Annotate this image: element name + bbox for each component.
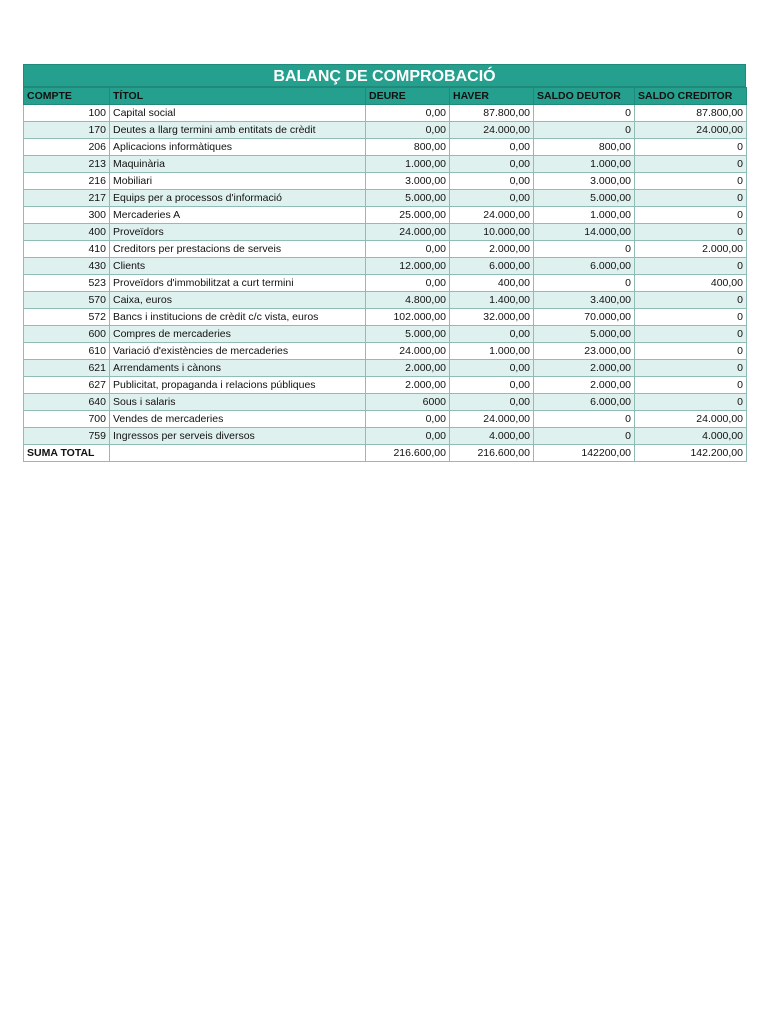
cell-titol: Mercaderies A	[110, 207, 366, 224]
cell-deure: 0,00	[366, 411, 450, 428]
cell-saldo-creditor: 400,00	[635, 275, 747, 292]
table-row	[24, 411, 747, 428]
cell-saldo-deutor: 3.000,00	[534, 173, 635, 190]
total-deure: 216.600,00	[366, 445, 450, 462]
table-row	[24, 394, 747, 411]
cell-compte: 100	[24, 105, 110, 122]
cell-titol: Arrendaments i cànons	[110, 360, 366, 377]
cell-deure: 24.000,00	[366, 343, 450, 360]
cell-haver: 10.000,00	[450, 224, 534, 241]
cell-saldo-creditor: 0	[635, 190, 747, 207]
cell-deure: 0,00	[366, 241, 450, 258]
table-row	[24, 241, 747, 258]
cell-compte: 640	[24, 394, 110, 411]
cell-compte: 621	[24, 360, 110, 377]
cell-deure: 0,00	[366, 428, 450, 445]
cell-saldo-creditor: 0	[635, 309, 747, 326]
cell-deure: 3.000,00	[366, 173, 450, 190]
cell-deure: 1.000,00	[366, 156, 450, 173]
table-row	[24, 343, 747, 360]
cell-compte: 300	[24, 207, 110, 224]
cell-titol: Capital social	[110, 105, 366, 122]
cell-saldo-creditor: 0	[635, 139, 747, 156]
cell-saldo-creditor: 0	[635, 207, 747, 224]
cell-saldo-deutor: 800,00	[534, 139, 635, 156]
cell-deure: 24.000,00	[366, 224, 450, 241]
cell-titol: Caixa, euros	[110, 292, 366, 309]
cell-saldo-deutor: 0	[534, 428, 635, 445]
table-row	[24, 173, 747, 190]
cell-titol: Clients	[110, 258, 366, 275]
cell-titol: Mobiliari	[110, 173, 366, 190]
cell-titol: Compres de mercaderies	[110, 326, 366, 343]
cell-compte: 410	[24, 241, 110, 258]
cell-compte: 217	[24, 190, 110, 207]
header-compte: COMPTE	[24, 88, 110, 105]
trial-balance-table	[23, 87, 747, 462]
cell-deure: 0,00	[366, 105, 450, 122]
cell-compte: 213	[24, 156, 110, 173]
cell-deure: 6000	[366, 394, 450, 411]
cell-haver: 24.000,00	[450, 411, 534, 428]
cell-saldo-creditor: 0	[635, 173, 747, 190]
table-row	[24, 224, 747, 241]
cell-saldo-creditor: 0	[635, 343, 747, 360]
cell-titol: Proveïdors d'immobilitzat a curt termini	[110, 275, 366, 292]
cell-titol: Creditors per prestacions de serveis	[110, 241, 366, 258]
sheet-title: BALANÇ DE COMPROBACIÓ	[23, 64, 746, 87]
cell-saldo-deutor: 1.000,00	[534, 156, 635, 173]
cell-haver: 0,00	[450, 190, 534, 207]
table-row	[24, 190, 747, 207]
cell-saldo-creditor: 24.000,00	[635, 122, 747, 139]
cell-compte: 570	[24, 292, 110, 309]
cell-saldo-creditor: 0	[635, 360, 747, 377]
header-deure: DEURE	[366, 88, 450, 105]
cell-compte: 170	[24, 122, 110, 139]
header-saldo-deutor: SALDO DEUTOR	[534, 88, 635, 105]
cell-titol: Bancs i institucions de crèdit c/c vista, euros	[110, 309, 366, 326]
table-row	[24, 428, 747, 445]
table-body	[24, 105, 747, 445]
total-saldo-creditor: 142.200,00	[635, 445, 747, 462]
cell-titol: Deutes a llarg termini amb entitats de crèdit	[110, 122, 366, 139]
header-saldo-creditor: SALDO CREDITOR	[635, 88, 747, 105]
cell-haver: 0,00	[450, 139, 534, 156]
cell-haver: 0,00	[450, 326, 534, 343]
cell-saldo-creditor: 4.000,00	[635, 428, 747, 445]
cell-compte: 430	[24, 258, 110, 275]
cell-titol: Variació d'existències de mercaderies	[110, 343, 366, 360]
cell-saldo-deutor: 23.000,00	[534, 343, 635, 360]
cell-deure: 2.000,00	[366, 377, 450, 394]
cell-saldo-creditor: 2.000,00	[635, 241, 747, 258]
cell-saldo-deutor: 70.000,00	[534, 309, 635, 326]
total-row	[24, 445, 747, 462]
cell-haver: 6.000,00	[450, 258, 534, 275]
table-row	[24, 258, 747, 275]
cell-titol: Ingressos per serveis diversos	[110, 428, 366, 445]
cell-deure: 2.000,00	[366, 360, 450, 377]
cell-compte: 206	[24, 139, 110, 156]
cell-haver: 0,00	[450, 377, 534, 394]
table-row	[24, 360, 747, 377]
cell-titol: Publicitat, propaganda i relacions públiques	[110, 377, 366, 394]
table-row	[24, 105, 747, 122]
table-row	[24, 377, 747, 394]
cell-titol: Aplicacions informàtiques	[110, 139, 366, 156]
cell-deure: 5.000,00	[366, 326, 450, 343]
table-row	[24, 139, 747, 156]
cell-haver: 2.000,00	[450, 241, 534, 258]
cell-saldo-creditor: 0	[635, 377, 747, 394]
cell-compte: 759	[24, 428, 110, 445]
header-row	[24, 88, 747, 105]
cell-deure: 4.800,00	[366, 292, 450, 309]
cell-titol: Vendes de mercaderies	[110, 411, 366, 428]
cell-compte: 216	[24, 173, 110, 190]
cell-haver: 87.800,00	[450, 105, 534, 122]
table-row	[24, 326, 747, 343]
cell-compte: 523	[24, 275, 110, 292]
cell-haver: 0,00	[450, 173, 534, 190]
cell-saldo-creditor: 0	[635, 156, 747, 173]
cell-titol: Maquinària	[110, 156, 366, 173]
cell-deure: 102.000,00	[366, 309, 450, 326]
cell-saldo-deutor: 6.000,00	[534, 394, 635, 411]
table-row	[24, 309, 747, 326]
cell-deure: 800,00	[366, 139, 450, 156]
cell-saldo-deutor: 0	[534, 275, 635, 292]
cell-deure: 12.000,00	[366, 258, 450, 275]
cell-compte: 610	[24, 343, 110, 360]
cell-compte: 400	[24, 224, 110, 241]
table-row	[24, 292, 747, 309]
cell-compte: 572	[24, 309, 110, 326]
cell-haver: 24.000,00	[450, 207, 534, 224]
cell-haver: 0,00	[450, 156, 534, 173]
cell-titol: Equips per a processos d'informació	[110, 190, 366, 207]
cell-saldo-deutor: 2.000,00	[534, 360, 635, 377]
cell-saldo-creditor: 0	[635, 292, 747, 309]
cell-haver: 0,00	[450, 360, 534, 377]
cell-saldo-deutor: 6.000,00	[534, 258, 635, 275]
cell-deure: 5.000,00	[366, 190, 450, 207]
cell-saldo-deutor: 2.000,00	[534, 377, 635, 394]
cell-haver: 1.400,00	[450, 292, 534, 309]
cell-compte: 600	[24, 326, 110, 343]
cell-saldo-deutor: 0	[534, 105, 635, 122]
total-titol	[110, 445, 366, 462]
cell-saldo-deutor: 3.400,00	[534, 292, 635, 309]
header-haver: HAVER	[450, 88, 534, 105]
cell-saldo-deutor: 5.000,00	[534, 190, 635, 207]
table-row	[24, 275, 747, 292]
cell-saldo-creditor: 87.800,00	[635, 105, 747, 122]
cell-saldo-deutor: 0	[534, 122, 635, 139]
cell-haver: 4.000,00	[450, 428, 534, 445]
cell-saldo-deutor: 5.000,00	[534, 326, 635, 343]
header-titol: TÍTOL	[110, 88, 366, 105]
cell-titol: Sous i salaris	[110, 394, 366, 411]
cell-saldo-creditor: 0	[635, 326, 747, 343]
cell-saldo-creditor: 24.000,00	[635, 411, 747, 428]
cell-compte: 700	[24, 411, 110, 428]
table-row	[24, 156, 747, 173]
cell-saldo-deutor: 0	[534, 241, 635, 258]
cell-saldo-deutor: 14.000,00	[534, 224, 635, 241]
cell-haver: 0,00	[450, 394, 534, 411]
cell-deure: 0,00	[366, 275, 450, 292]
cell-haver: 400,00	[450, 275, 534, 292]
cell-saldo-deutor: 1.000,00	[534, 207, 635, 224]
cell-saldo-creditor: 0	[635, 224, 747, 241]
trial-balance-sheet	[23, 64, 746, 462]
cell-saldo-creditor: 0	[635, 258, 747, 275]
cell-deure: 25.000,00	[366, 207, 450, 224]
cell-saldo-deutor: 0	[534, 411, 635, 428]
total-haver: 216.600,00	[450, 445, 534, 462]
cell-haver: 1.000,00	[450, 343, 534, 360]
total-label: SUMA TOTAL	[24, 445, 110, 462]
table-row	[24, 122, 747, 139]
cell-titol: Proveïdors	[110, 224, 366, 241]
cell-deure: 0,00	[366, 122, 450, 139]
total-saldo-deutor: 142200,00	[534, 445, 635, 462]
cell-saldo-creditor: 0	[635, 394, 747, 411]
cell-compte: 627	[24, 377, 110, 394]
cell-haver: 32.000,00	[450, 309, 534, 326]
cell-haver: 24.000,00	[450, 122, 534, 139]
table-row	[24, 207, 747, 224]
